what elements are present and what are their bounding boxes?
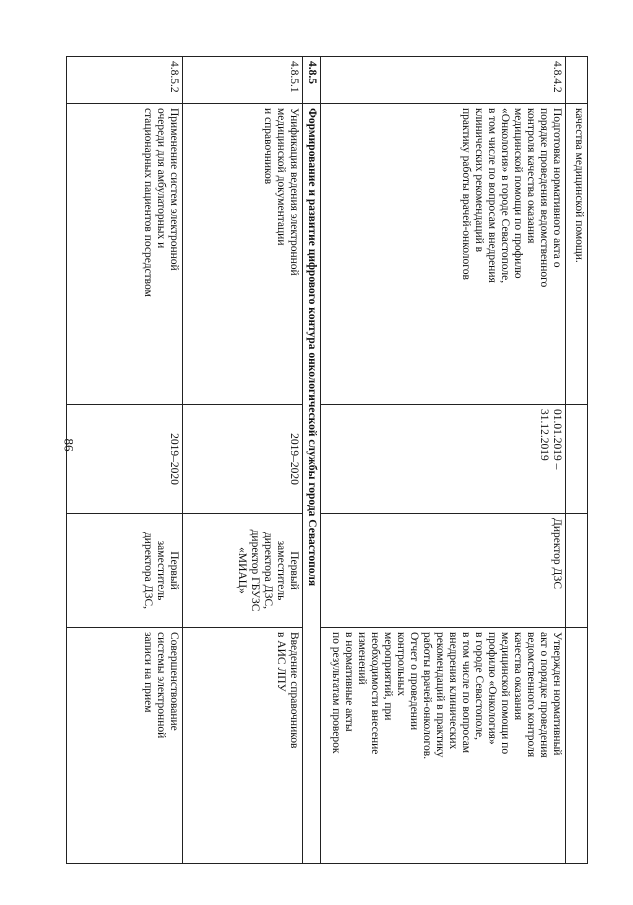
table-row	[183, 57, 303, 864]
table-row	[67, 57, 183, 864]
section-number: 4.8.5	[303, 57, 321, 104]
row-number	[566, 57, 588, 104]
page-number: 86	[61, 438, 77, 452]
activity-name: Подготовка нормативного акта о порядке проведения ведомственного контроля качества оказания медицинской помощи по профилю «Онкология» в городе Севастополе, в том числе по вопросам внедрения клинических рекомендаций в практику работы врачей-онкологов	[321, 104, 566, 405]
responsible: Первый заместитель директора ДЗС,	[67, 514, 183, 628]
rotated-table-wrapper	[66, 56, 588, 852]
dates: 2019–2020	[183, 405, 303, 514]
section-row	[303, 57, 321, 864]
table-row	[566, 57, 588, 864]
result: Введение справочников в АИС ЛПУ	[183, 628, 303, 864]
dates: 01.01.2019 – 31.12.2019	[321, 405, 566, 514]
activity-name: Применение систем электронной очереди для амбулаторных и стационарных пациентов посредством	[67, 104, 183, 405]
row-number: 4.8.4.2	[321, 57, 566, 104]
plan-table	[66, 56, 588, 864]
row-number: 4.8.5.2	[67, 57, 183, 104]
activity-name: Унификация ведения электронной медицинской документации и справочников	[183, 104, 303, 405]
section-title: Формирование и развитие цифрового контура онкологической службы города Севастополя	[303, 104, 321, 864]
result: Совершенствование системы электронной записи на прием	[67, 628, 183, 864]
responsible: Первый заместитель директора ДЗС, директор ГБУЗС «МИАЦ»	[183, 514, 303, 628]
row-number: 4.8.5.1	[183, 57, 303, 104]
activity-name: качества медицинской помощи.	[566, 104, 588, 405]
responsible: Директор ДЗС	[321, 514, 566, 628]
result: Утвержден нормативный акт о порядке проведения ведомственного контроля качества оказания медицинской помощи по профилю «Онкология» в городе Севастополе, в том числе по вопросам внедрения клинических рекомендаций в практику работы врачей-онкологов. Отчет о проведении контрольных мероприятий, при необходимости внесение изменений в нормативные акты по результатам проверок	[321, 628, 566, 864]
result	[566, 628, 588, 864]
table-row	[321, 57, 566, 864]
dates	[566, 405, 588, 514]
responsible	[566, 514, 588, 628]
dates: 2019–2020	[67, 405, 183, 514]
